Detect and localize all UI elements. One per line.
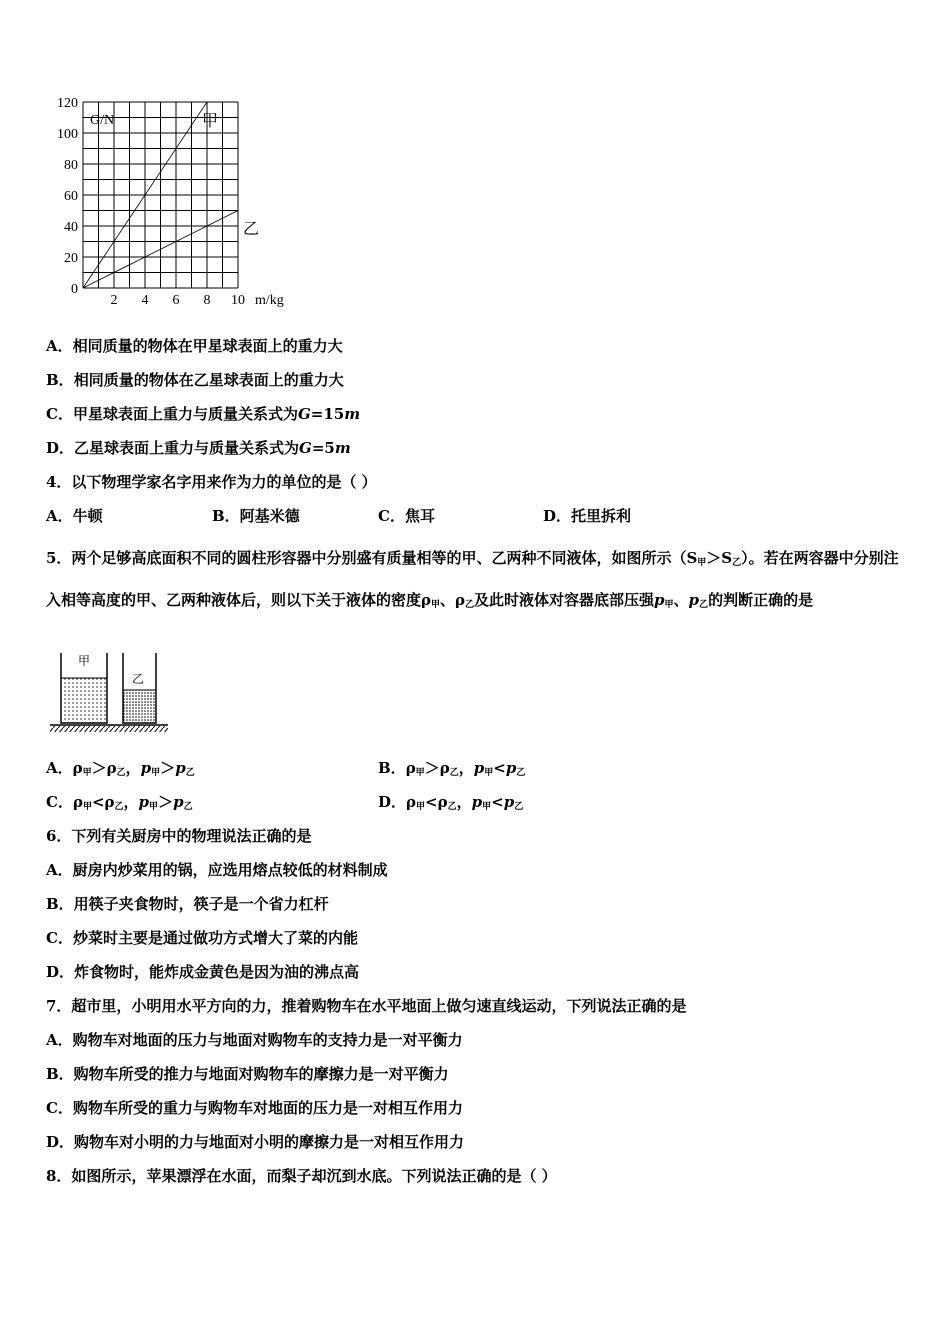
q6-option-b: B．用筷子夹食物时，筷子是一个省力杠杆 bbox=[46, 895, 329, 913]
liquid-jia bbox=[61, 678, 107, 723]
q4-stem: 4．以下物理学家名字用来作为力的单位的是（ ） bbox=[46, 473, 377, 491]
container-jia-label: 甲 bbox=[78, 654, 91, 668]
liquid-yi bbox=[123, 690, 156, 723]
x-tick-label: 6 bbox=[172, 293, 180, 308]
q3-option-b: B．相同质量的物体在乙星球表面上的重力大 bbox=[46, 371, 344, 389]
q5-option-c: C．$\rho_甲<\rho_乙$，$p_甲>p_乙$ bbox=[46, 793, 193, 812]
y-tick-label: 20 bbox=[64, 251, 78, 266]
q7-option-c: C．购物车所受的重力与购物车对地面的压力是一对相互作用力 bbox=[46, 1099, 463, 1117]
q4-option-d: D．托里拆利 bbox=[543, 507, 632, 525]
x-tick-label: 10 bbox=[231, 293, 245, 308]
container-yi-label: 乙 bbox=[132, 672, 145, 686]
q3-option-a: A．相同质量的物体在甲星球表面上的重力大 bbox=[46, 337, 343, 355]
x-tick-label: 8 bbox=[203, 293, 211, 308]
q6-stem: 6．下列有关厨房中的物理说法正确的是 bbox=[46, 827, 312, 845]
x-axis-label: m/kg bbox=[255, 293, 284, 308]
q3-option-c: C．甲星球表面上重力与质量关系式为G=15m bbox=[46, 405, 361, 423]
q7-option-d: D．购物车对小明的力与地面对小明的摩擦力是一对相互作用力 bbox=[46, 1133, 465, 1151]
y-tick-label: 100 bbox=[57, 127, 78, 142]
gravity-mass-graph bbox=[50, 96, 300, 308]
q5-option-d: D．$\rho_甲<\rho_乙$，$p_甲<p_乙$ bbox=[378, 793, 524, 812]
y-tick-label: 0 bbox=[71, 282, 78, 297]
q8-stem: 8．如图所示，苹果漂浮在水面，而梨子却沉到水底。下列说法正确的是（ ） bbox=[46, 1167, 557, 1185]
y-tick-label: 120 bbox=[57, 96, 78, 111]
x-tick-label: 2 bbox=[110, 293, 118, 308]
q4-option-b: B．阿基米德 bbox=[212, 507, 300, 525]
q4-option-a: A．牛顿 bbox=[46, 507, 103, 525]
q6-option-a: A．厨房内炒菜用的锅，应选用熔点较低的材料制成 bbox=[46, 861, 388, 879]
q5-option-a: A．$\rho_甲>\rho_乙$，$p_甲>p_乙$ bbox=[46, 759, 195, 778]
q7-option-a: A．购物车对地面的压力与地面对购物车的支持力是一对平衡力 bbox=[46, 1031, 463, 1049]
q4-option-c: C．焦耳 bbox=[378, 507, 435, 525]
y-axis-label: G/N bbox=[90, 113, 115, 128]
q7-option-b: B．购物车所受的推力与地面对购物车的摩擦力是一对平衡力 bbox=[46, 1065, 449, 1083]
line-jia-label: 甲 bbox=[202, 113, 219, 130]
y-tick-label: 40 bbox=[64, 220, 78, 235]
graph-y-ticks bbox=[57, 96, 78, 297]
q7-stem: 7．超市里，小明用水平方向的力，推着购物车在水平地面上做匀速直线运动，下列说法正确的是 bbox=[46, 997, 687, 1015]
q5-option-b: B．$\rho_甲>\rho_乙$，$p_甲<p_乙$ bbox=[378, 759, 526, 778]
q6-option-c: C．炒菜时主要是通过做功方式增大了菜的内能 bbox=[46, 929, 358, 947]
q6-option-d: D．炸食物时，能炸成金黄色是因为油的沸点高 bbox=[46, 963, 360, 981]
containers-figure bbox=[48, 650, 173, 735]
y-tick-label: 80 bbox=[64, 158, 78, 173]
ground-hatch bbox=[50, 726, 168, 732]
line-yi-label: 乙 bbox=[243, 221, 260, 238]
graph-x-ticks bbox=[111, 293, 246, 308]
x-tick-label: 4 bbox=[141, 293, 149, 308]
q3-option-d: D．乙星球表面上重力与质量关系式为G=5m bbox=[46, 439, 351, 457]
y-tick-label: 60 bbox=[64, 189, 78, 204]
q5-stem: 5．两个足够高底面积不同的圆柱形容器中分别盛有质量相等的甲、乙两种不同液体，如图所示$(S_甲>S_乙)$。若在两容器中分别注入相等高度的甲、乙两种液体后，则以下关于液体的密度$\rho_甲$、$\rho_乙$及此时液体对容器底部压强$p_甲$、$p_乙$的判断正确的是 bbox=[46, 549, 899, 610]
